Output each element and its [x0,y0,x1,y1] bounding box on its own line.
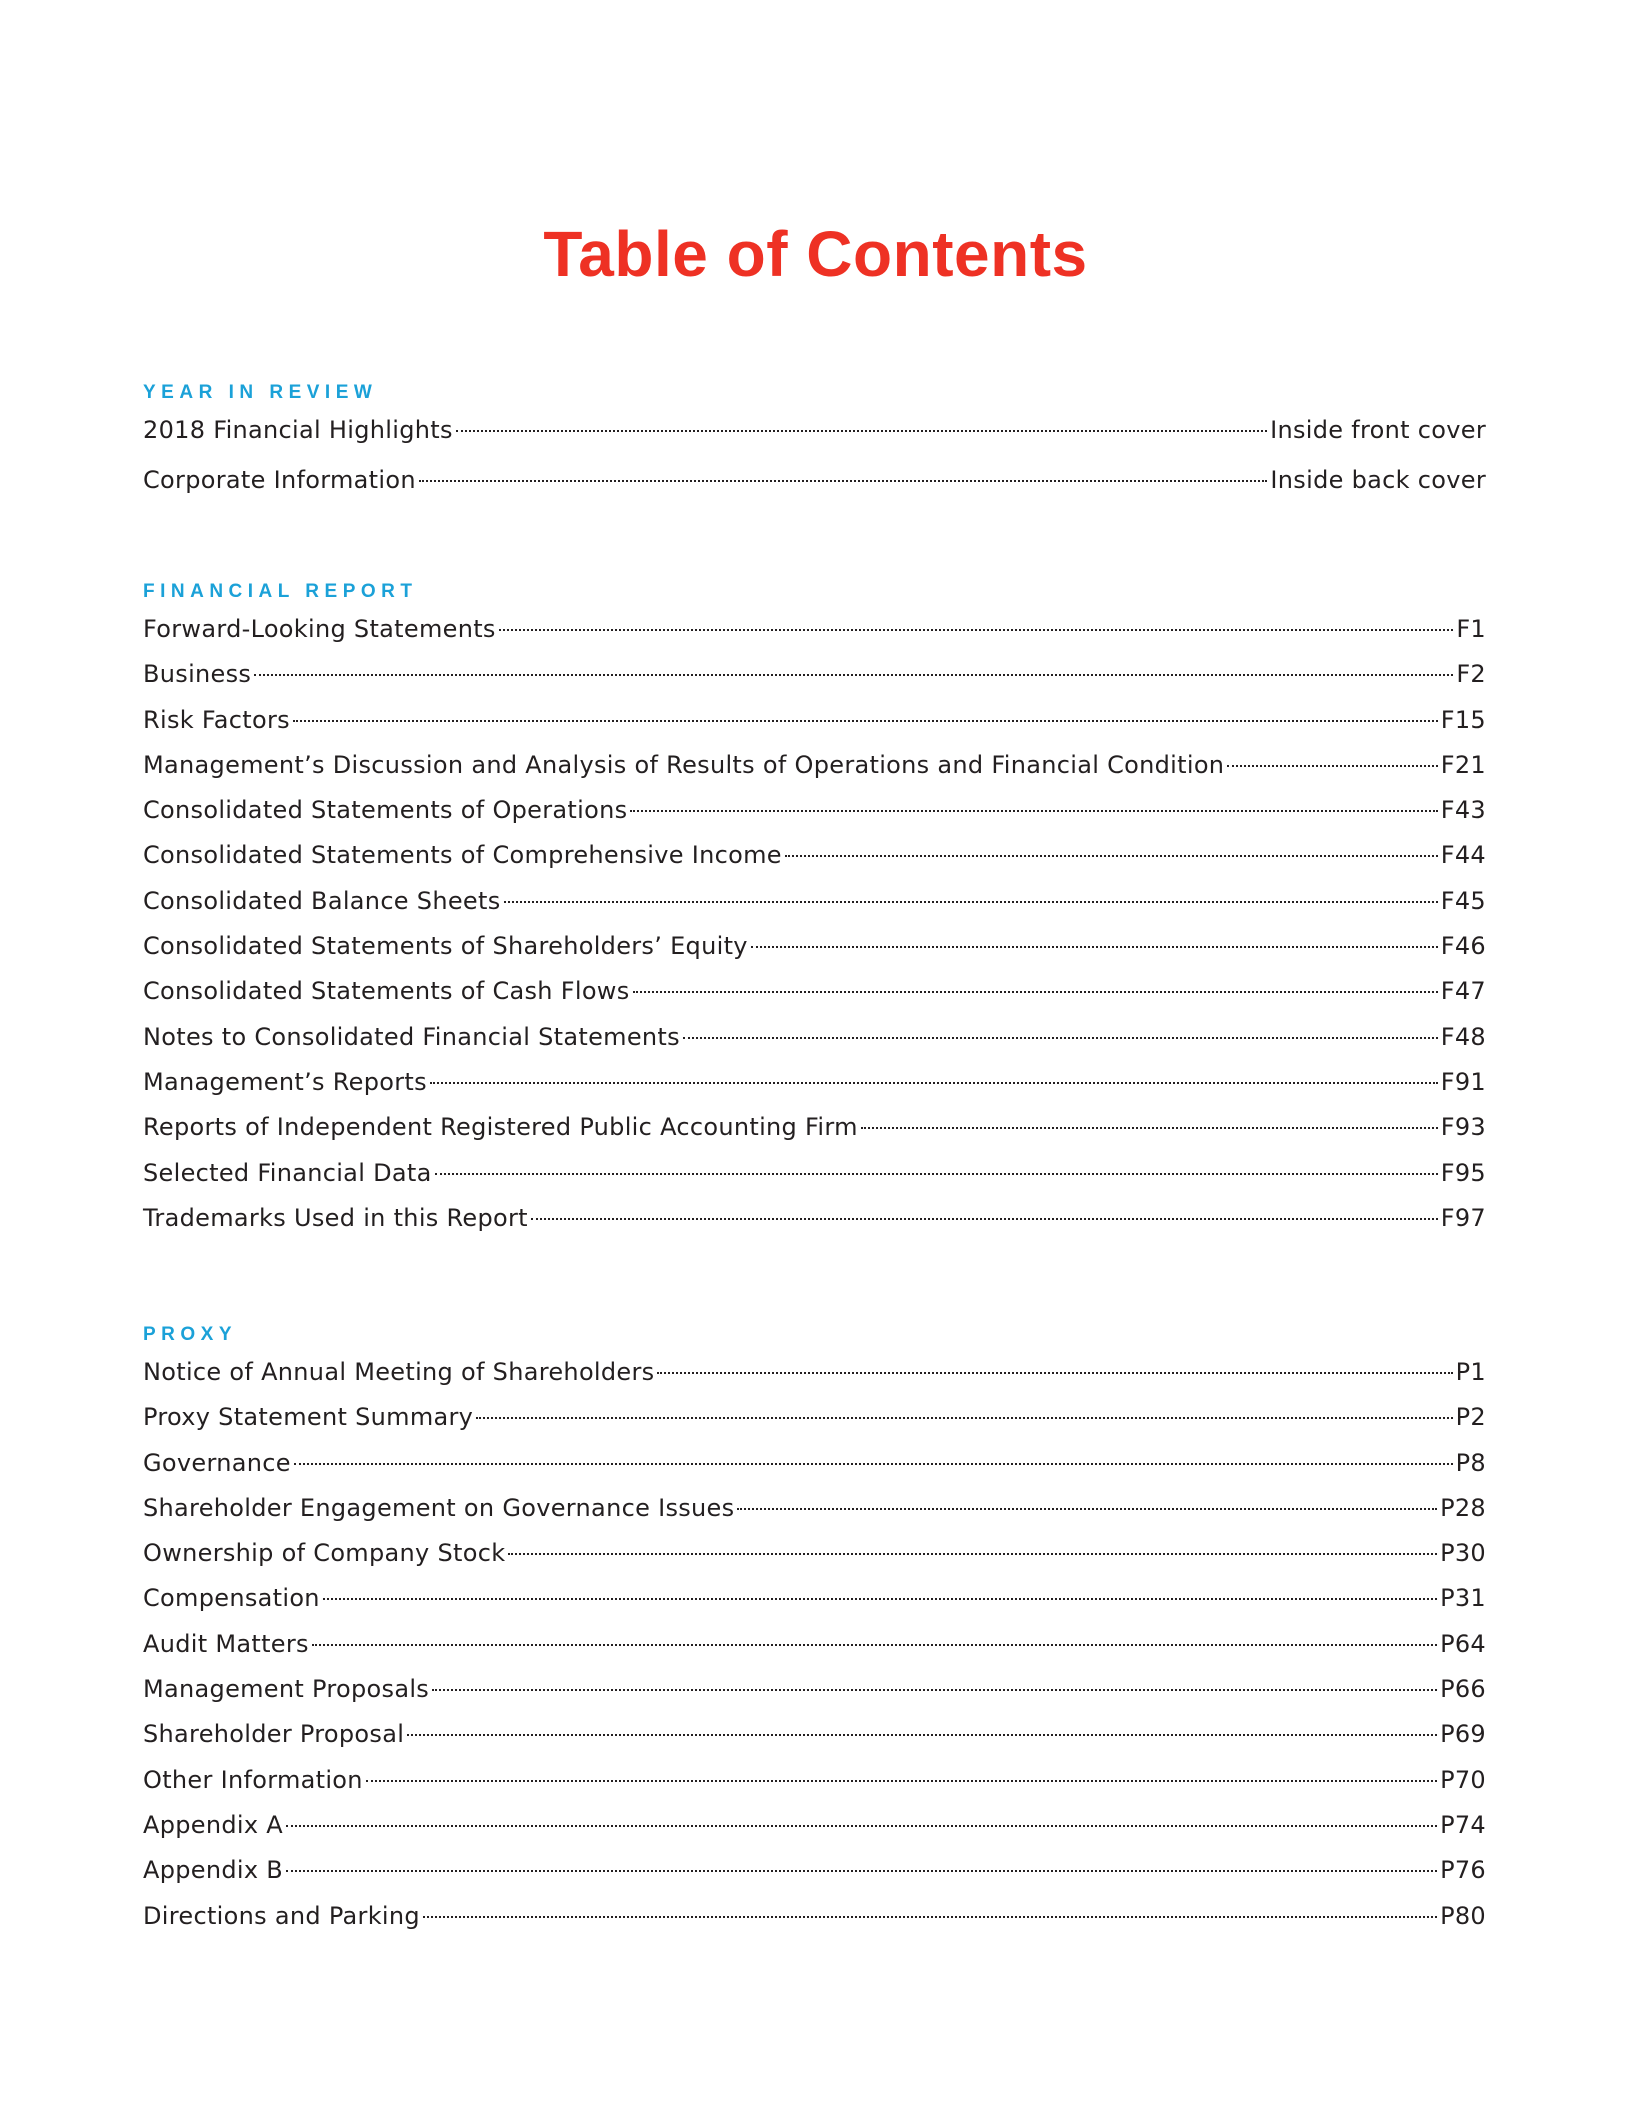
toc-entry-title: Risk Factors [143,705,290,734]
dot-leader [785,855,1438,857]
toc-entry-title: Reports of Independent Registered Public Accounting Firm [143,1113,858,1142]
toc-list [143,1350,1486,1939]
toc-entry-title: Shareholder Engagement on Governance Issues [143,1493,735,1522]
dot-leader [531,1218,1438,1220]
toc-entry-page: F47 [1440,977,1486,1006]
toc-entry-page: F44 [1440,841,1486,870]
toc-entry-page: P8 [1455,1448,1486,1477]
dot-leader [751,946,1438,948]
dot-leader [657,1372,1452,1374]
toc-entry[interactable] [143,969,1486,1014]
section-heading: YEAR IN REVIEW [143,382,378,403]
toc-entry-page: P74 [1440,1810,1486,1839]
dot-leader [476,1417,1452,1419]
toc-entry-page: F95 [1440,1158,1486,1187]
toc-entry-page: F46 [1440,932,1486,961]
toc-entry-page: P30 [1440,1539,1486,1568]
toc-entry-title: Directions and Parking [143,1901,420,1930]
toc-entry-page: F45 [1440,886,1486,915]
toc-entry-title: 2018 Financial Highlights [143,416,453,444]
toc-entry-title: Consolidated Balance Sheets [143,886,501,915]
toc-entry[interactable] [143,879,1486,924]
toc-entry-title: Shareholder Proposal [143,1720,405,1749]
toc-entry-title: Notes to Consolidated Financial Statements [143,1022,680,1051]
toc-entry-title: Other Information [143,1765,363,1794]
toc-entry-title: Forward-Looking Statements [143,615,496,643]
dot-leader [683,1037,1438,1039]
toc-entry-page: F97 [1440,1203,1486,1232]
toc-entry[interactable] [143,1060,1486,1105]
toc-entry-page: F48 [1440,1022,1486,1051]
toc-list [143,408,1486,507]
toc-entry-page: F1 [1456,615,1486,643]
toc-entry[interactable] [143,408,1486,458]
toc-entry-title: Audit Matters [143,1629,309,1658]
toc-entry[interactable] [143,458,1486,508]
dot-leader [737,1508,1437,1510]
section-year-in-review [143,378,1486,507]
toc-entry[interactable] [143,833,1486,878]
toc-entry-page: F91 [1440,1067,1486,1096]
toc-entry-page: P1 [1455,1358,1486,1386]
dot-leader [630,810,1437,812]
section-proxy [143,1320,1486,1939]
toc-entry[interactable] [143,1105,1486,1150]
toc-entry-page: F2 [1456,660,1486,689]
toc-entry-page: F43 [1440,796,1486,825]
toc-entry-page: P80 [1440,1901,1486,1930]
dot-leader [323,1598,1437,1600]
toc-entry[interactable] [143,1441,1486,1486]
section-heading: PROXY [143,1324,238,1345]
dot-leader [1227,765,1437,767]
dot-leader [861,1127,1438,1129]
toc-entry[interactable] [143,1486,1486,1531]
dot-leader [407,1734,1437,1736]
toc-entry[interactable] [143,743,1486,788]
toc-entry-page: Inside front cover [1270,416,1486,444]
section-heading: FINANCIAL REPORT [143,581,418,602]
toc-entry-title: Appendix B [143,1856,284,1885]
toc-entry-page: F21 [1440,750,1486,779]
dot-leader [423,1916,1437,1918]
toc-entry-title: Business [143,660,252,689]
dot-leader [294,1463,1453,1465]
toc-list [143,607,1486,1241]
toc-entry-page: F93 [1440,1113,1486,1142]
toc-entry[interactable] [143,1196,1486,1241]
toc-entry[interactable] [143,698,1486,743]
toc-entry[interactable] [143,1712,1486,1757]
toc-entry-page: P70 [1440,1765,1486,1794]
dot-leader [432,1689,1437,1691]
toc-entry[interactable] [143,1758,1486,1803]
dot-leader [293,720,1438,722]
dot-leader [286,1870,1437,1872]
toc-entry-title: Governance [143,1448,291,1477]
toc-entry[interactable] [143,1151,1486,1196]
dot-leader [435,1173,1438,1175]
toc-entry-title: Selected Financial Data [143,1158,432,1187]
toc-entry[interactable] [143,1576,1486,1621]
toc-entry[interactable] [143,1803,1486,1848]
toc-entry[interactable] [143,1015,1486,1060]
toc-entry[interactable] [143,1395,1486,1440]
toc-entry[interactable] [143,924,1486,969]
dot-leader [312,1644,1437,1646]
toc-entry-page: P66 [1440,1675,1486,1704]
toc-entry[interactable] [143,1848,1486,1893]
page-title: Table of Contents [543,218,1088,290]
dot-leader [419,480,1268,482]
dot-leader [633,991,1438,993]
toc-entry[interactable] [143,607,1486,652]
toc-entry-title: Ownership of Company Stock [143,1539,506,1568]
toc-entry-page: P64 [1440,1629,1486,1658]
toc-entry-title: Consolidated Statements of Comprehensive Income [143,841,782,870]
toc-entry-page: F15 [1440,705,1486,734]
dot-leader [430,1082,1438,1084]
toc-entry[interactable] [143,1622,1486,1667]
dot-leader [286,1825,1437,1827]
dot-leader [508,1553,1437,1555]
toc-entry-title: Proxy Statement Summary [143,1403,474,1432]
toc-entry[interactable] [143,1531,1486,1576]
toc-entry-title: Consolidated Statements of Shareholders’ Equity [143,932,748,961]
toc-entry-title: Appendix A [143,1810,284,1839]
dot-leader [366,1780,1437,1782]
dot-leader [504,901,1438,903]
toc-entry-title: Notice of Annual Meeting of Shareholders [143,1358,655,1386]
toc-entry-title: Consolidated Statements of Cash Flows [143,977,630,1006]
toc-entry-page: P69 [1440,1720,1486,1749]
toc-entry[interactable] [143,788,1486,833]
toc-entry-page: P2 [1455,1403,1486,1432]
section-financial-report [143,577,1486,1241]
toc-entry[interactable] [143,1894,1486,1939]
toc-entry-title: Management Proposals [143,1675,430,1704]
toc-entry[interactable] [143,1350,1486,1395]
toc-entry-title: Management’s Discussion and Analysis of Results of Operations and Financial Condition [143,750,1225,779]
dot-leader [254,674,1453,676]
toc-entry-title: Corporate Information [143,465,416,494]
toc-entry-page: Inside back cover [1270,465,1486,494]
toc-entry-title: Consolidated Statements of Operations [143,796,628,825]
toc-entry-title: Trademarks Used in this Report [143,1203,528,1232]
toc-entry[interactable] [143,1667,1486,1712]
toc-entry-page: P31 [1440,1584,1486,1613]
toc-entry-title: Compensation [143,1584,320,1613]
toc-entry-page: P76 [1440,1856,1486,1885]
toc-entry-page: P28 [1440,1493,1486,1522]
toc-entry-title: Management’s Reports [143,1067,427,1096]
dot-leader [499,629,1454,631]
dot-leader [456,430,1267,432]
toc-entry[interactable] [143,652,1486,697]
